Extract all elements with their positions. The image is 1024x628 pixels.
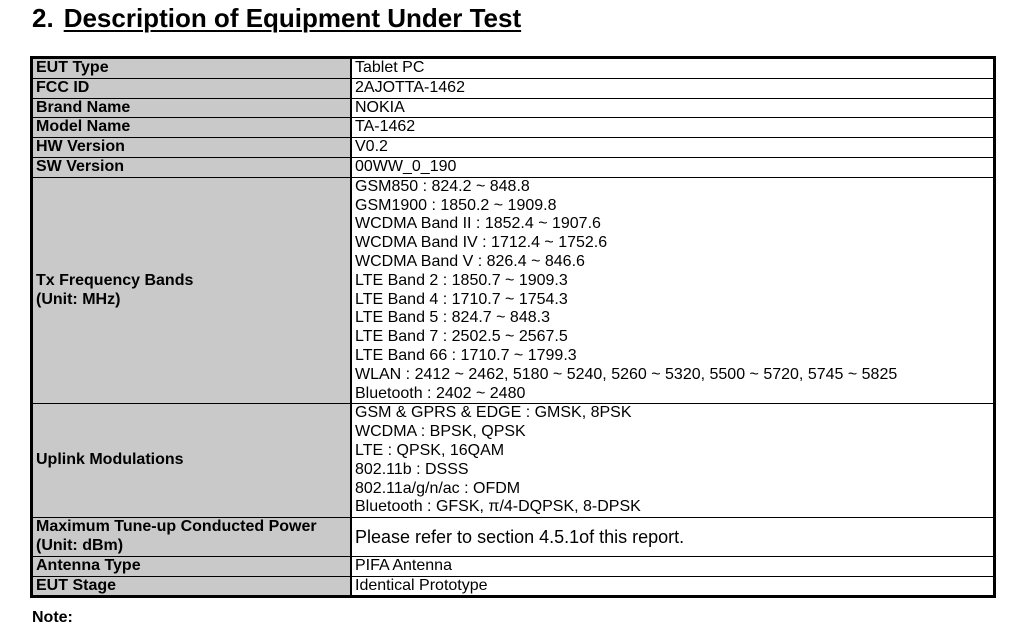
table-row <box>32 157 995 177</box>
table-row <box>32 78 995 98</box>
row-label <box>32 404 352 518</box>
row-label-line: SW Version <box>36 157 125 175</box>
row-value-line: V0.2 <box>355 138 388 156</box>
section-title: Description of Equipment Under Test <box>63 3 522 33</box>
row-label <box>32 177 352 404</box>
table-row <box>32 138 995 158</box>
row-value-line: LTE Band 66 : 1710.7 ~ 1799.3 <box>355 346 577 364</box>
row-label-line: FCC ID <box>36 78 90 96</box>
row-value-line: LTE : QPSK, 16QAM <box>355 441 505 459</box>
row-value-line: Please refer to section 4.5.1of this report. <box>355 526 685 547</box>
row-label <box>32 78 352 98</box>
table-row <box>32 576 995 597</box>
row-label <box>32 98 352 118</box>
row-value-line: LTE Band 2 : 1850.7 ~ 1909.3 <box>355 271 568 289</box>
row-value-line: 802.11a/g/n/ac : OFDM <box>355 479 521 497</box>
row-label-line: Uplink Modulations <box>36 451 184 469</box>
row-value-line: GSM & GPRS & EDGE : GMSK, 8PSK <box>355 404 632 422</box>
row-label-line: Brand Name <box>36 98 131 116</box>
row-value <box>351 58 995 79</box>
row-label-line: EUT Stage <box>36 576 117 594</box>
row-label <box>32 118 352 138</box>
row-label-line: Maximum Tune-up Conducted Power <box>36 518 317 536</box>
row-value-line: GSM850 : 824.2 ~ 848.8 <box>355 177 530 195</box>
row-label <box>32 556 352 576</box>
row-value <box>351 157 995 177</box>
row-value-line: Bluetooth : 2402 ~ 2480 <box>355 384 526 402</box>
row-value <box>351 78 995 98</box>
row-label-line: Tx Frequency Bands <box>36 271 194 289</box>
row-value-line: 802.11b : DSSS <box>355 460 469 478</box>
row-value-line: Identical Prototype <box>355 576 488 594</box>
row-value <box>351 138 995 158</box>
row-value-line: LTE Band 4 : 1710.7 ~ 1754.3 <box>355 290 568 308</box>
row-label <box>32 58 352 79</box>
row-label-line: HW Version <box>36 138 125 156</box>
row-value-line: Bluetooth : GFSK, π/4-DQPSK, 8-DPSK <box>355 498 641 516</box>
table-row <box>32 556 995 576</box>
row-label-line: Antenna Type <box>36 556 141 574</box>
row-value-line: WCDMA Band V : 826.4 ~ 846.6 <box>355 252 585 270</box>
row-value-line: GSM1900 : 1850.2 ~ 1909.8 <box>355 196 557 214</box>
row-value-line: WCDMA Band IV : 1712.4 ~ 1752.6 <box>355 234 608 252</box>
table-row <box>32 118 995 138</box>
table-row <box>32 58 995 79</box>
row-label <box>32 157 352 177</box>
row-value-line: NOKIA <box>355 98 405 116</box>
row-value-line: WLAN : 2412 ~ 2462, 5180 ~ 5240, 5260 ~ 5320, 5500 ~ 5720, 5745 ~ 5825 <box>355 365 898 383</box>
row-value <box>351 518 995 557</box>
row-label-line: (Unit: MHz) <box>36 290 121 308</box>
row-value <box>351 177 995 404</box>
row-value <box>351 404 995 518</box>
row-value <box>351 556 995 576</box>
table-row <box>32 177 995 404</box>
row-value <box>351 576 995 597</box>
row-value-line: WCDMA : BPSK, QPSK <box>355 423 526 441</box>
row-label <box>32 138 352 158</box>
row-value-line: 00WW_0_190 <box>355 157 457 175</box>
row-label <box>32 518 352 557</box>
row-value-line: TA-1462 <box>355 118 416 136</box>
note-label: Note: <box>32 609 73 626</box>
row-value-line: 2AJOTTA-1462 <box>355 78 465 96</box>
row-label <box>32 576 352 597</box>
row-value <box>351 118 995 138</box>
row-value-line: LTE Band 5 : 824.7 ~ 848.3 <box>355 309 550 327</box>
table-row <box>32 518 995 557</box>
table-row <box>32 98 995 118</box>
row-label-line: Model Name <box>36 118 131 136</box>
row-value-line: PIFA Antenna <box>355 556 452 574</box>
row-value-line: Tablet PC <box>355 59 425 76</box>
row-label-line: EUT Type <box>36 59 109 76</box>
table-row <box>32 404 995 518</box>
row-value <box>351 98 995 118</box>
equipment-spec-table <box>30 56 996 598</box>
row-value-line: WCDMA Band II : 1852.4 ~ 1907.6 <box>355 215 601 233</box>
row-label-line: (Unit: dBm) <box>36 536 124 554</box>
row-value-line: LTE Band 7 : 2502.5 ~ 2567.5 <box>355 328 568 346</box>
section-number: 2. <box>32 3 54 33</box>
section-heading <box>32 2 521 34</box>
